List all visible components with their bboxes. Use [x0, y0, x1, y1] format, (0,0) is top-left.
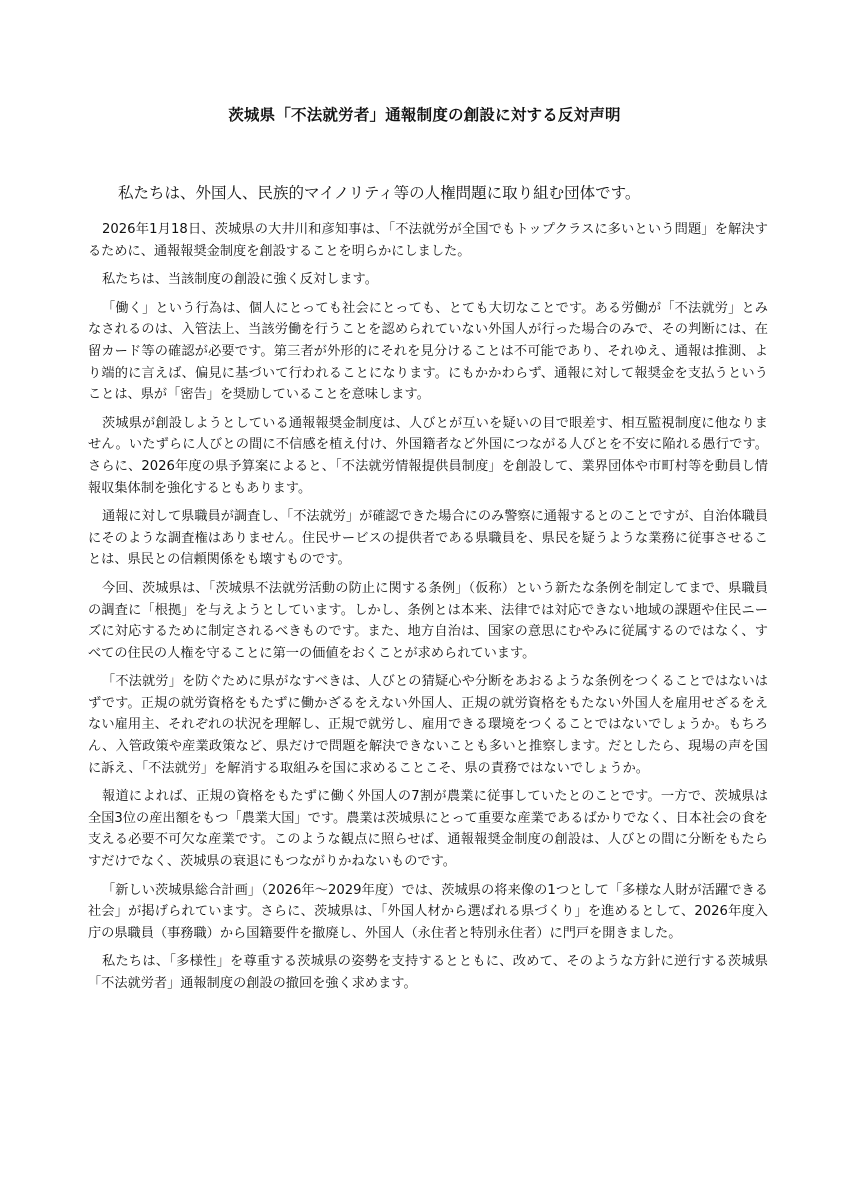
paragraph-4: 茨城県が創設しようとしている通報報奨金制度は、人びとが互いを疑いの目で眼差す、相互監視制度に他なりません。いたずらに人びとの間に不信感を植え付け、外国籍者など外国につながる人びとを不安に陥れる愚行です。さらに、2026年度の県予算案によると、「不法就労情報提供員制度」を創設して、業界団体や市町村等を動員し情報収集体制を強化するともあります。: [88, 415, 768, 496]
paragraph-6: 今回、茨城県は、「茨城県不法就労活動の防止に関する条例」（仮称）という新たな条例を制定してまで、県職員の調査に「根拠」を与えようとしています。しかし、条例とは本来、法律では対応できない地域の課題や住民ニーズに対応するために制定されるべきものです。また、地方自治は、国家の意思にむやみに従属するのではなく、すべての住民の人権を守ることに第一の価値をおくことが求められています。: [88, 580, 768, 661]
paragraph-8: 報道によれば、正規の資格をもたずに働く外国人の7割が農業に従事していたとのことです。一方で、茨城県は全国3位の産出額をもつ「農業大国」です。農業は茨城県にとって重要な産業であるばかりでなく、日本社会の食を支える必要不可欠な産業です。このような観点に照らせば、通報報奨金制度の創設は、人びとの間に分断をもたらすだけでなく、茨城県の衰退にもつながりかねないものです。: [88, 789, 768, 870]
paragraph-2: 私たちは、当該制度の創設に強く反対します。: [102, 272, 378, 288]
paragraph-5: 通報に対して県職員が調査し、「不法就労」が確認できた場合にのみ警察に通報するとのことですが、自治体職員にそのような調査権はありません。住民サービスの提供者である県職員を、県民を疑うような業務に従事させることは、県民との信頼関係をも壊すものです。: [88, 509, 768, 568]
intro-paragraph: 私たちは、外国人、民族的マイノリティ等の人権問題に取り組む団体です。: [118, 184, 641, 202]
document-title: 茨城県「不法就労者」通報制度の創設に対する反対声明: [228, 106, 621, 124]
paragraph-7: 「不法就労」を防ぐために県がなすべきは、人びとの猜疑心や分断をあおるような条例をつくることではないはずです。正規の就労資格をもたずに働かざるをえない外国人、正規の就労資格をもたない外国人を雇用せざるをえない雇用主、それぞれの状況を理解し、正規で就労し、雇用できる環境をつくることではないでしょうか。もちろん、入管政策や産業政策など、県だけで問題を解決できないことも多いと推察します。だとしたら、現場の声を国に訴え、「不法就労」を解消する取組みを国に求めることこそ、県の責務ではないでしょうか。: [88, 674, 768, 776]
paragraph-1: 2026年1月18日、茨城県の大井川和彦知事は、「不法就労が全国でもトップクラスに多いという問題」を解決するために、通報報奨金制度を創設することを明らかにしました。: [88, 222, 768, 259]
paragraph-10: 私たちは、「多様性」を尊重する茨城県の姿勢を支持するとともに、改めて、そのような方針に逆行する茨城県「不法就労者」通報制度の創設の撤回を強く求めます。: [88, 954, 768, 991]
document-body: [88, 182, 768, 1002]
paragraph-3: 「働く」という行為は、個人にとっても社会にとっても、とても大切なことです。ある労働が「不法就労」とみなされるのは、入管法上、当該労働を行うことを認められていない外国人が行った場合のみで、その判断には、在留カード等の確認が必要です。第三者が外形的にそれを見分けることは不可能であり、それゆえ、通報は推測、より端的に言えば、偏見に基づいて行われることになります。にもかかわらず、通報に対して報奨金を支払うということは、県が「密告」を奨励していることを意味します。: [88, 300, 768, 403]
paragraph-9: 「新しい茨城県総合計画」（2026年～2029年度）では、茨城県の将来像の1つとして「多様な人財が活躍できる社会」が掲げられています。さらに、茨城県は、「外国人材から選ばれる県づくり」を進めるとして、2026年度入庁の県職員（事務職）から国籍要件を撤廃し、外国人（永住者と特別永住者）に門戸を開きました。: [88, 882, 768, 941]
